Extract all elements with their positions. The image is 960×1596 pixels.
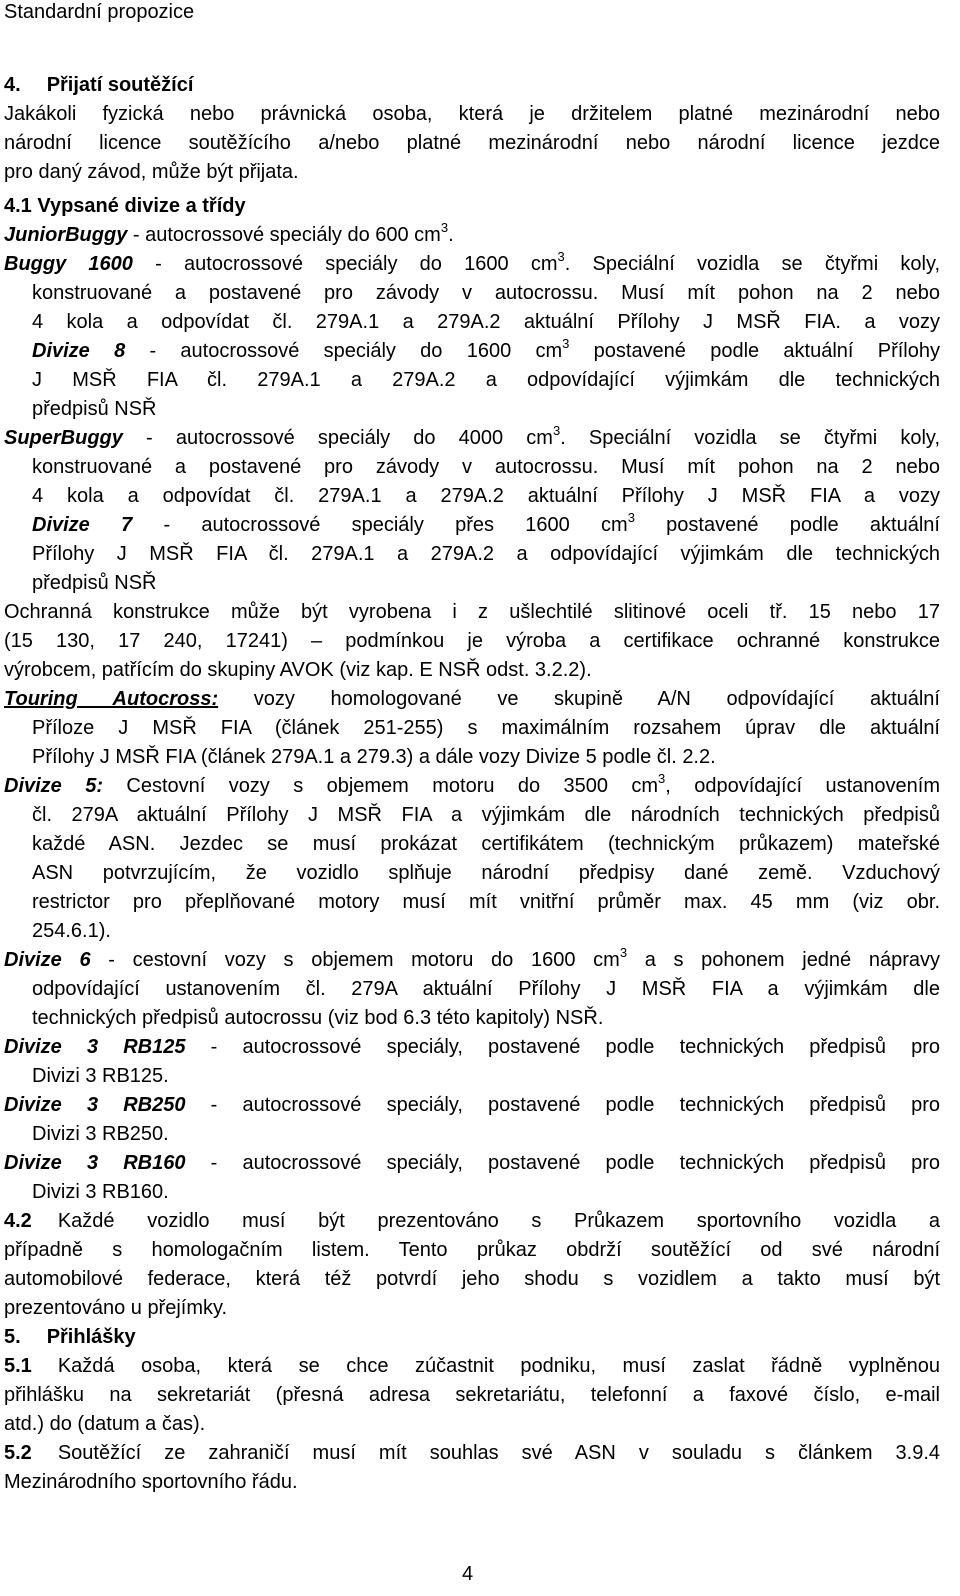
paragraph-line: každé ASN. Jezdec se musí prokázat certifikátem (technickým průkazem) mateřské: [32, 833, 940, 855]
section-5-1: [4, 1354, 940, 1380]
class-text: - autocrossové speciály přes 1600 cm: [132, 514, 628, 536]
class-text: - autocrossové speciály, postavené podle technických předpisů pro: [185, 1094, 941, 1116]
paragraph-line: předpisů NSŘ: [32, 398, 157, 420]
paragraph-line: případně s homologačním listem. Tento průkaz obdrží soutěžící od své národní: [4, 1239, 940, 1261]
section-title: Přihlášky: [46, 1326, 136, 1348]
paragraph-line: Mezinárodního sportovního řádu.: [4, 1471, 298, 1493]
class-text: postavené podle aktuální: [634, 514, 940, 536]
paragraph-line: Přílohy J MSŘ FIA (článek 279A.1 a 279.3) a dále vozy Divize 5 podle čl. 2.2.: [32, 746, 716, 768]
class-divize-7: [32, 510, 940, 539]
class-text: a s pohonem jedné nápravy: [627, 949, 941, 971]
paragraph-line: Divizi 3 RB125.: [32, 1065, 169, 1087]
class-name: Divize 3 RB250: [4, 1094, 186, 1116]
paragraph-line: J MSŘ FIA čl. 279A.1 a 279A.2 a odpovídající výjimkám dle technických: [32, 369, 940, 391]
class-divize-8: [32, 336, 940, 365]
paragraph-line: konstruované a postavené pro závody v autocrossu. Musí mít pohon na 2 nebo: [32, 282, 940, 304]
paragraph-line: Ochranná konstrukce může být vyrobena i z ušlechtilé slitinové oceli tř. 15 nebo 17: [4, 601, 940, 623]
class-name: Divize 3 RB160: [4, 1152, 186, 1174]
superscript: 3: [557, 249, 565, 264]
class-text: vozy homologované ve skupině A/N odpovídající aktuální: [218, 688, 940, 710]
superscript: 3: [562, 336, 570, 351]
section-number: 5.: [4, 1326, 21, 1348]
class-text: - autocrossové speciály, postavené podle technických předpisů pro: [185, 1036, 941, 1058]
class-buggy-1600: [4, 249, 941, 278]
paragraph-line: Divizi 3 RB250.: [32, 1123, 169, 1145]
class-divize-3-rb250: [4, 1093, 940, 1119]
section-4-1-heading: 4.1 Vypsané divize a třídy: [4, 195, 246, 217]
superscript: 3: [658, 771, 666, 786]
header: Standardní propozice: [4, 1, 195, 23]
paragraph-line: konstruované a postavené pro závody v autocrossu. Musí mít pohon na 2 nebo: [32, 456, 940, 478]
class-text: .: [448, 224, 454, 246]
paragraph-line: 4 kola a odpovídat čl. 279A.1 a 279A.2 aktuální Přílohy J MSŘ FIA. a vozy: [32, 311, 940, 333]
class-name: JuniorBuggy: [4, 224, 128, 246]
paragraph-line: předpisů NSŘ: [32, 572, 157, 594]
class-text: , odpovídající ustanovením: [665, 775, 940, 797]
class-divize-5: [4, 771, 940, 800]
paragraph-line: restrictor pro přeplňované motory musí mít vnitřní průměr max. 45 mm (viz obr.: [32, 891, 940, 913]
paragraph-text: Soutěžící ze zahraničí musí mít souhlas své ASN v souladu s článkem 3.9.4: [57, 1442, 940, 1464]
class-text: - cestovní vozy s objemem motoru do 1600 cm: [90, 949, 620, 971]
section-number: 4.2: [4, 1210, 32, 1232]
paragraph-text: Každá osoba, která se chce zúčastnit podniku, musí zaslat řádně vyplněnou: [57, 1355, 940, 1377]
superscript: 3: [552, 423, 561, 438]
paragraph-line: Přílohy J MSŘ FIA čl. 279A.1 a 279A.2 a odpovídající výjimkám dle technických: [32, 543, 940, 565]
class-text: - autocrossové speciály, postavené podle technických předpisů pro: [185, 1152, 941, 1174]
paragraph-text: Každé vozidlo musí být prezentováno s Průkazem sportovního vozidla a: [57, 1210, 940, 1232]
paragraph-line: národní licence soutěžícího a/nebo platné mezinárodní nebo národní licence jezdce: [4, 132, 940, 154]
class-divize-6: [4, 945, 941, 974]
class-divize-3-rb125: [4, 1035, 940, 1061]
class-name: Divize 8: [32, 340, 126, 362]
paragraph-line: Příloze J MSŘ FIA (článek 251-255) s maximálním rozsahem úprav dle aktuální: [32, 717, 940, 739]
class-text: . Speciální vozidla se čtyřmi koly,: [564, 253, 941, 275]
class-text: - autocrossové speciály do 1600 cm: [132, 253, 558, 275]
paragraph-line: 254.6.1).: [32, 920, 111, 942]
class-name: Buggy 1600: [4, 253, 133, 275]
class-superbuggy: [4, 423, 941, 452]
class-text: - autocrossové speciály do 1600 cm: [125, 340, 563, 362]
paragraph-line: (15 130, 17 240, 17241) – podmínkou je výroba a certifikace ochranné konstrukce: [4, 630, 940, 652]
section-4-heading: [4, 73, 193, 99]
section-number: 5.2: [4, 1442, 32, 1464]
class-name: SuperBuggy: [4, 427, 123, 449]
class-text: - autocrossové speciály do 4000 cm: [122, 427, 553, 449]
class-name: Divize 3 RB125: [4, 1036, 186, 1058]
class-text: postavené podle aktuální Přílohy: [569, 340, 940, 362]
class-name: Divize 5:: [4, 775, 103, 797]
superscript: 3: [440, 220, 449, 235]
paragraph-line: automobilové federace, která též potvrdí jeho shodu s vozidlem a takto musí být: [4, 1268, 940, 1290]
paragraph-line: technických předpisů autocrossu (viz bod 6.3 této kapitoly) NSŘ.: [32, 1007, 604, 1029]
paragraph-line: přihlášku na sekretariát (přesná adresa sekretariátu, telefonní a faxové číslo, e-mail: [4, 1384, 940, 1406]
section-number: 4.: [4, 74, 21, 96]
paragraph-line: 4 kola a odpovídat čl. 279A.1 a 279A.2 aktuální Přílohy J MSŘ FIA a vozy: [32, 485, 940, 507]
paragraph-line: prezentováno u přejímky.: [4, 1297, 228, 1319]
class-name: Touring Autocross:: [4, 688, 219, 710]
superscript: 3: [627, 510, 635, 525]
section-number: 5.1: [4, 1355, 32, 1377]
class-junior-buggy: [4, 220, 454, 249]
class-divize-3-rb160: [4, 1151, 940, 1177]
class-name: Divize 7: [32, 514, 133, 536]
section-4-2: [4, 1209, 940, 1235]
class-text: . Speciální vozidla se čtyřmi koly,: [560, 427, 941, 449]
paragraph-line: Divizi 3 RB160.: [32, 1181, 169, 1203]
section-title: Přijatí soutěžící: [46, 74, 194, 96]
paragraph-line: pro daný závod, může být přijata.: [4, 161, 299, 183]
paragraph-line: odpovídající ustanovením čl. 279A aktuální Přílohy J MSŘ FIA a výjimkám dle: [32, 978, 940, 1000]
class-text: Cestovní vozy s objemem motoru do 3500 cm: [102, 775, 659, 797]
paragraph-line: čl. 279A aktuální Přílohy J MSŘ FIA a výjimkám dle národních technických předpisů: [32, 804, 940, 826]
class-touring-autocross: [4, 687, 940, 713]
class-text: - autocrossové speciály do 600 cm: [127, 224, 441, 246]
paragraph-line: atd.) do (datum a čas).: [4, 1413, 206, 1435]
section-5-2: [4, 1441, 940, 1467]
page-number: 4: [462, 1563, 474, 1585]
superscript: 3: [619, 945, 628, 960]
paragraph-line: ASN potvrzujícím, že vozidlo splňuje národní předpisy dané země. Vzduchový: [32, 862, 940, 884]
section-5-heading: [4, 1325, 136, 1351]
paragraph-line: Jakákoli fyzická nebo právnická osoba, která je držitelem platné mezinárodní nebo: [4, 103, 940, 125]
class-name: Divize 6: [4, 949, 91, 971]
paragraph-line: výrobcem, patřícím do skupiny AVOK (viz kap. E NSŘ odst. 3.2.2).: [4, 659, 592, 681]
